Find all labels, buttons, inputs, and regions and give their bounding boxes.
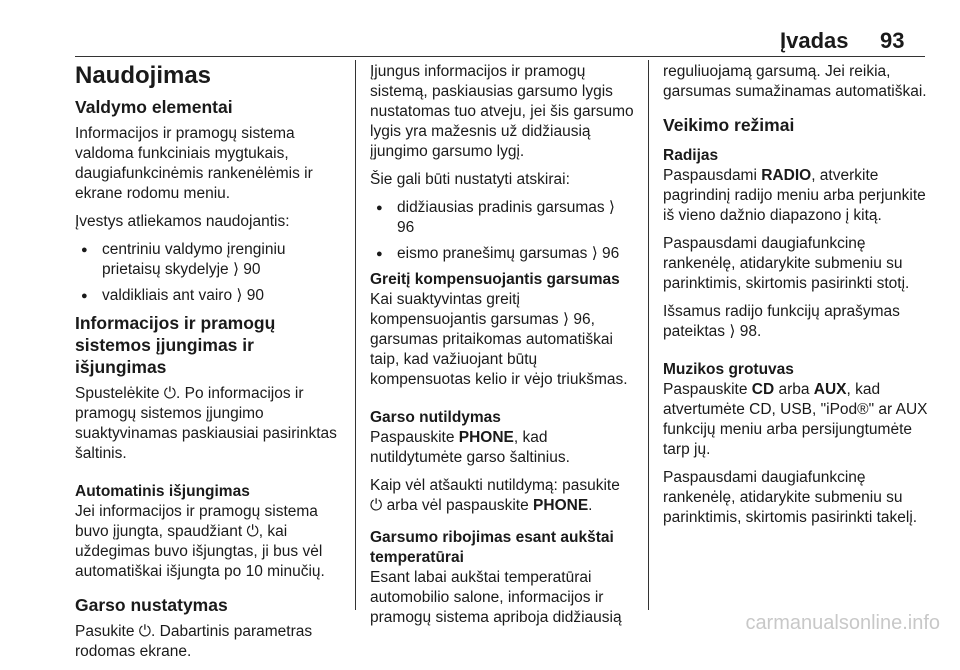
paragraph: Paspauskite CD arba AUX, kad atvertumėte CD, USB, "iPod®" ar AUX funkcijų meniu arba persijungtumėte tarp jų. [663,381,928,458]
list-item: ● didžiausias pradinis garsumas ⟩ 96 [370,198,635,238]
heading-garsumo-ribojimas: Garsumo ribojimas esant aukštai temperatūrai [370,529,614,566]
heading-garso-nutildymas: Garso nutildymas [370,409,501,426]
paragraph: Esant labai aukštai temperatūrai automobilio salone, informacijos ir pramogų sistema apriboja didžiausią [370,569,622,626]
section-title-naudojimas: Naudojimas [75,62,212,89]
paragraph: Informacijos ir pramogų sistema valdoma funkciniais mygtukais, daugiafunkcinėmis rankenėlėmis ir ekrane rodomu meniu. [75,125,313,202]
paragraph: Išsamus radijo funkcijų aprašymas pateiktas ⟩ 98. [663,303,900,340]
heading-radijas: Radijas [663,147,719,164]
column-2 [370,62,635,636]
paragraph: reguliuojamą garsumą. Jei reikia, garsumas sumažinamas automatiškai. [663,63,927,100]
heading-valdymo-elementai: Valdymo elementai [75,97,233,117]
header-divider [75,56,925,57]
paragraph: Paspausdami RADIO, atverkite pagrindinį radijo meniu arba perjunkite iš vieno dažnio diapazono į kitą. [663,167,926,224]
column-1 [75,62,343,670]
column-3 [663,62,928,536]
list-item: ● eismo pranešimų garsumas ⟩ 96 [370,244,635,264]
heading-veikimo-rezimai: Veikimo režimai [663,115,795,135]
heading-automatinis-isjungimas: Automatinis išjungimas [75,483,250,500]
footer-watermark: carmanualsonline.info [745,612,940,634]
paragraph: Spustelėkite ⏻. Po informacijos ir pramogų sistemos įjungimo suaktyvinamas paskiausiai pasirinktas šaltinis. [75,385,337,462]
heading-greiti-kompensuojantis: Greitį kompensuojantis garsumas [370,271,620,288]
bullet-list [370,198,635,264]
bullet-list [75,240,343,306]
page-header-title: Įvadas [780,28,849,53]
column-divider-1 [355,60,356,610]
column-divider-2 [648,60,649,610]
paragraph: Šie gali būti nustatyti atskirai: [370,171,570,188]
heading-muzikos-grotuvas: Muzikos grotuvas [663,361,794,378]
paragraph: Paspausdami daugiafunkcinę rankenėlę, atidarykite submeniu su parinktimis, skirtomis pasirinkti takelį. [663,469,918,526]
paragraph: Paspauskite PHONE, kad nutildytumėte garso šaltinius. [370,429,570,466]
heading-system-power: Informacijos ir pramogų sistemos įjungimas ir išjungimas [75,313,276,377]
paragraph: Jei informacijos ir pramogų sistema buvo įjungta, spaudžiant ⏻, kai uždegimas buvo išjungtas, ji bus vėl automatiškai išjungta po 10 minučių. [75,503,325,580]
paragraph: Paspausdami daugiafunkcinę rankenėlę, atidarykite submeniu su parinktimis, skirtomis pasirinkti stotį. [663,235,910,292]
heading-garso-nustatymas: Garso nustatymas [75,595,228,615]
paragraph: Įvestys atliekamos naudojantis: [75,213,290,230]
paragraph: Kai suaktyvintas greitį kompensuojantis garsumas ⟩ 96, garsumas pritaikomas automatiškai taip, kad važiuojant būtų kompensuotas kelio ir vėjo triukšmas. [370,291,628,388]
page-number: 93 [880,28,905,53]
paragraph: Įjungus informacijos ir pramogų sistemą, paskiausias garsumo lygis nustatomas tuo atveju, jei šis garsumo lygis yra mažesnis už didžiausią įjungimo garsumo lygį. [370,63,634,160]
paragraph: Pasukite ⏻. Dabartinis parametras rodomas ekrane. [75,623,313,660]
list-item: ● valdikliais ant vairo ⟩ 90 [75,286,343,306]
list-item: ● centriniu valdymo įrenginiu prietaisų skydelyje ⟩ 90 [75,240,343,280]
paragraph: Kaip vėl atšaukti nutildymą: pasukite ⏻ arba vėl paspauskite PHONE. [370,477,620,514]
